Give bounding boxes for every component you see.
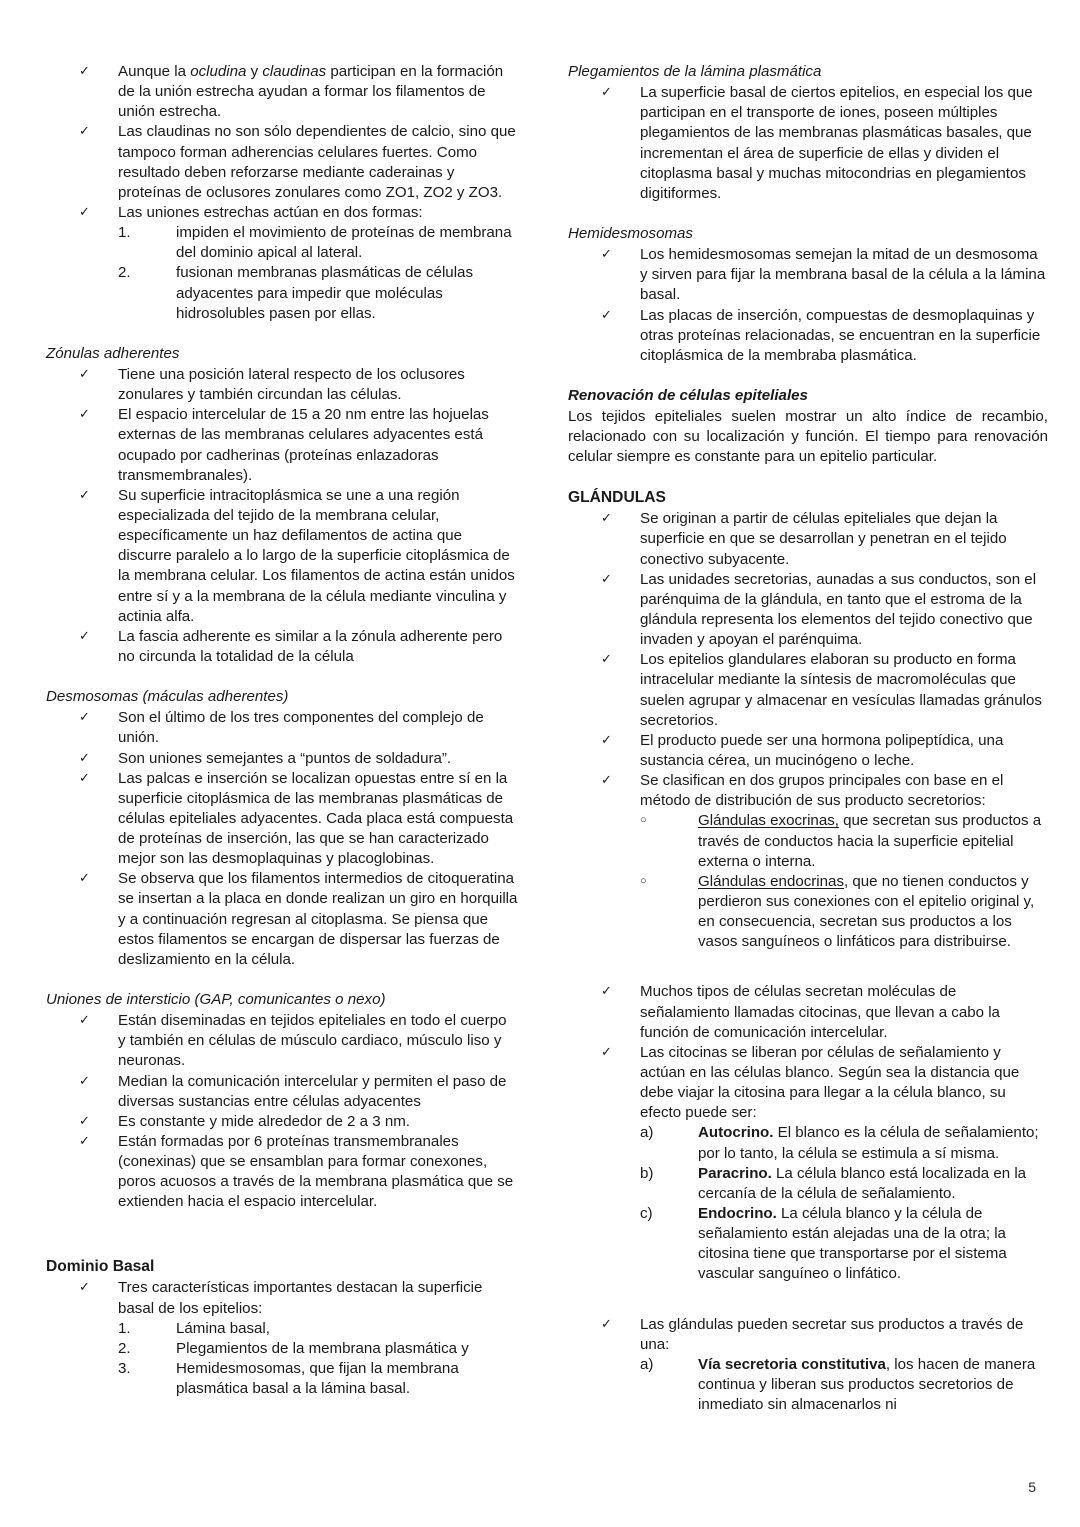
circle-item [640,811,1048,871]
list-item [46,62,518,122]
check-mark-icon: ✓ [79,1012,90,1028]
lettered-sublist [640,1355,1048,1415]
list-number: 1. [118,1319,131,1337]
section-heading-glandulas: GLÁNDULAS [568,488,666,506]
circle-item-rest: que secretan sus productos a través de conductos hacia la superficie epitelial externa o interna. [698,812,1042,870]
bullet-list [568,83,1048,204]
bullet-list [46,365,518,667]
numbered-item [118,263,518,323]
circle-item-text [698,873,1034,950]
lettered-item [640,1355,1048,1415]
list-item [46,486,518,627]
check-mark-icon: ✓ [79,63,90,78]
list-item-text: Se clasifican en dos grupos principales con base en el método de distribución de sus producto secretorios: [640,772,1004,810]
list-item-text: Son uniones semejantes a “puntos de soldadura”. [118,749,452,767]
lettered-item-text [698,1165,1026,1202]
list-item [46,627,518,667]
check-mark-icon: ✓ [79,627,90,643]
circle-item [640,872,1048,953]
list-item-text: Los hemidesmosomas semejan la mitad de un desmosoma y sirven para fijar la membrana basal de la célula a la lámina basal. [640,246,1046,304]
check-mark-icon: ✓ [601,84,612,100]
list-item-text: Muchos tipos de células secretan moléculas de señalamiento llamadas citocinas, que llevan a cabo la función de comunicación intercelular. [640,983,1000,1041]
list-item [568,982,1048,1042]
bullet-list [46,62,518,324]
list-item [46,708,518,748]
check-mark-icon: ✓ [601,510,612,526]
spacer [568,1285,1048,1315]
spacer [46,970,518,990]
list-number: 1. [118,224,131,242]
bullet-list [568,982,1048,1284]
list-number: 3. [118,1359,131,1377]
check-mark-icon: ✓ [79,709,90,725]
check-mark-icon: ✓ [79,749,90,765]
list-item-text: La superficie basal de ciertos epitelios, en especial los que participan en el transporte de iones, poseen múltiples plegamientos de las membranas plasmáticas basales, que incrementan el área de superficie de ellas y dividen el citoplasma basal y muchas mitocondrias en plegamientos digitiformes. [640,84,1033,202]
section-heading-desmosomas: Desmosomas (máculas adherentes) [46,688,289,706]
list-item-text: Tiene una posición lateral respecto de los oclusores zonulares y también circundan las células. [118,365,465,404]
lettered-item [640,1123,1048,1163]
check-mark-icon: ✓ [601,306,612,322]
list-item-text: Su superficie intracitoplásmica se une a una región especializada del tejido de la membrana celular, específicamente un haz defilamentos de actina que discurre paralelo a lo largo de la superficie citoplásmica de la membrana celular. Los filamentos de actina están unidos entre sí y a la membrana de la célula mediante vinculina y actinia alfa. [118,486,515,625]
circle-item-text [698,812,1041,869]
bullet-list [46,708,518,970]
numbered-item-text: Hemidesmosomas, que fijan la membrana plasmática basal a la lámina basal. [176,1359,459,1398]
section-heading-zonulas: Zónulas adherentes [46,344,180,362]
numbered-sublist [118,223,518,324]
list-item-text: Las claudinas no son sólo dependientes de calcio, sino que tampoco forman adherencias celulares fuertes. Como resultado deben reforzarse mediante caderainas y proteínas de oclusores zonulares como ZO1, ZO2 y ZO3. [118,123,516,201]
check-mark-icon: ✓ [79,123,90,139]
lettered-item-rest: , los hacen de manera continua y liberan sus productos secretorios de inmediato sin almacenarlos ni [698,1355,1036,1414]
lettered-item-rest: La célula blanco está localizada en la cercanía de la célula de señalamiento. [698,1164,1027,1202]
list-letter: a) [640,1124,654,1142]
list-letter: c) [640,1204,653,1222]
list-item-text: Es constante y mide alrededor de 2 a 3 nm. [118,1112,410,1130]
bullet-list [46,1278,518,1399]
lettered-item [640,1164,1048,1204]
list-item-text: Las citocinas se liberan por células de señalamiento y actúan en las células blanco. Según sea la distancia que debe viajar la citosina para llegar a la célula blanco, su efecto puede ser: [640,1043,1020,1122]
list-item [568,570,1048,651]
list-item [46,749,518,769]
list-item [568,509,1048,569]
spacer [46,324,518,344]
section-heading-renovacion: Renovación de células epiteliales [568,386,808,404]
list-item-text: Están diseminadas en tejidos epiteliales en todo el cuerpo y también en células de músculo cardiaco, músculo liso y neuronas. [118,1012,507,1070]
list-item-text: Se originan a partir de células epiteliales que dejan la superficie en que se desarrollan y penetran en el tejido conectivo subyacente. [640,510,1007,568]
lettered-item-text [698,1356,1035,1413]
list-item [46,203,518,324]
check-mark-icon: ✓ [79,1072,90,1088]
check-mark-icon: ✓ [601,983,612,999]
numbered-item-text: Plegamientos de la membrana plasmática y [176,1339,469,1357]
bullet-list [46,1011,518,1212]
lettered-item [640,1204,1048,1285]
section-heading-dominio-basal: Dominio Basal [46,1257,155,1275]
numbered-sublist [118,1319,518,1400]
list-item [46,1132,518,1213]
list-letter: a) [640,1355,654,1373]
list-item-text: Están formadas por 6 proteínas transmembranales (conexinas) que se ensamblan para formar conexones, poros acuosos a través de la membrana plasmática que se extienden hacia el espacio intercelular. [118,1133,514,1211]
circle-sublist [640,811,1048,952]
list-item-text: Tres características importantes destacan la superficie basal de los epitelios: [118,1279,483,1317]
list-item [568,771,1048,952]
bullet-list [568,1315,1048,1416]
page-number: 5 [1028,1479,1036,1495]
list-item [46,1072,518,1112]
check-mark-icon: ✓ [79,1279,90,1295]
right-column [568,62,1048,1415]
list-item-text: Son el último de los tres componentes del complejo de unión. [118,709,484,747]
section-heading-plegamientos: Plegamientos de la lámina plasmática [568,63,822,80]
open-circle-icon: ○ [640,814,647,827]
list-item-text: Las placas de inserción, compuestas de desmoplaquinas y otras proteínas relacionadas, se encuentran en la superficie citoplásmica de la membraba plasmática. [640,306,1041,364]
check-mark-icon: ✓ [79,365,90,381]
numbered-item-text: impiden el movimiento de proteínas de membrana del dominio apical al lateral. [176,224,512,262]
underlined-term: Glándulas exocrinas, [698,812,839,830]
spacer [568,468,1048,488]
list-item [568,731,1048,771]
check-mark-icon: ✓ [601,246,612,262]
spacer [46,1213,518,1257]
lettered-item-rest: El blanco es la célula de señalamiento; por lo tanto, la célula se estimula a sí misma. [698,1124,1039,1162]
list-item-text: Median la comunicación intercelular y permiten el paso de diversas sustancias entre células adyacentes [118,1072,507,1110]
list-item [568,306,1048,366]
list-item [46,365,518,405]
spacer [568,366,1048,386]
list-number: 2. [118,264,131,282]
list-item-text: Las glándulas pueden secretar sus productos a través de una: [640,1315,1024,1353]
renovacion-paragraph: Los tejidos epiteliales suelen mostrar un alto índice de recambio, relacionado con su localización y función. El tiempo para renovación celular siempre es constante para un epitelio particular. [568,408,1048,466]
spacer [568,952,1048,982]
list-item [568,1315,1048,1416]
list-item [46,769,518,870]
numbered-item [118,1339,518,1359]
bold-lead: Paracrino. [698,1164,772,1182]
check-mark-icon: ✓ [601,772,612,788]
list-letter: b) [640,1164,654,1182]
spacer [568,204,1048,224]
check-mark-icon: ✓ [601,731,612,747]
list-item [568,1043,1048,1285]
list-item-text: Las palcas e inserción se localizan opuestas entre sí en la superficie citoplásmica de las membranas plasmáticas de células epiteliales adyacentes. Cada placa está compuesta de proteínas de inserción, las que se han caracterizado mejor son las desmoplaquinas y placoglobinas. [118,769,514,868]
list-item-text: El espacio intercelular de 15 a 20 nm entre las hojuelas externas de las membranas celulares adyacentes está ocupado por cadherinas (proteínas enlazadoras transmembranales). [118,406,489,484]
bullet-list [568,245,1048,366]
lettered-sublist [640,1123,1048,1284]
list-item [568,245,1048,305]
underlined-term: Glándulas endocrinas [698,872,844,890]
section-heading-uniones-intersticio: Uniones de intersticio (GAP, comunicantes o nexo) [46,991,386,1009]
list-item-text: Las unidades secretorias, aunadas a sus conductos, son el parénquima de la glándula, en tanto que el estroma de la glándula representa los elementos del tejido conectivo que invaden y apoyan el parénquima. [640,570,1037,649]
list-item [46,1011,518,1071]
list-item [46,1278,518,1399]
bullet-list [568,509,1048,952]
check-mark-icon: ✓ [79,769,90,785]
check-mark-icon: ✓ [79,1112,90,1128]
numbered-item [118,223,518,263]
list-item [46,869,518,970]
list-number: 2. [118,1339,131,1357]
two-column-layout [46,62,1048,1432]
bold-lead: Autocrino. [698,1124,774,1142]
lettered-item-text [698,1205,1007,1282]
numbered-item-text: fusionan membranas plasmáticas de células adyacentes para impedir que moléculas hidrosolubles pasen por ellas. [176,264,473,322]
circle-item-rest: , que no tienen conductos y perdieron sus conexiones con el epitelio original y, en consecuencia, secretan sus productos a los vasos sanguíneos o linfáticos para distribuirse. [698,872,1035,951]
list-item-text: El producto puede ser una hormona polipeptídica, una sustancia cérea, un mucinógeno o leche. [640,731,1004,770]
check-mark-icon: ✓ [79,203,90,219]
list-item [46,1112,518,1132]
check-mark-icon: ✓ [79,406,90,422]
check-mark-icon: ✓ [79,486,90,502]
check-mark-icon: ✓ [601,1315,612,1331]
check-mark-icon: ✓ [601,570,612,586]
left-column [46,62,518,1399]
list-item-text: Las uniones estrechas actúan en dos formas: [118,203,423,221]
check-mark-icon: ✓ [79,1133,90,1149]
list-item [46,122,518,203]
list-item-text: Aunque la ocludina y claudinas participan en la formación de la unión estrecha ayudan a formar los filamentos de unión estrecha. [118,63,504,121]
bold-lead: Endocrino. [698,1204,777,1222]
numbered-item [118,1359,518,1399]
list-item-text: Los epitelios glandulares elaboran su producto en forma intracelular mediante la síntesis de macromoléculas que suelen agrupar y almacenar en vesículas llamadas gránulos secretorios. [640,651,1042,729]
list-item [46,405,518,486]
section-heading-hemidesmosomas: Hemidesmosomas [568,224,693,242]
check-mark-icon: ✓ [601,651,612,667]
numbered-item-text: Lámina basal, [176,1319,270,1337]
check-mark-icon: ✓ [601,1043,612,1059]
check-mark-icon: ✓ [79,870,90,886]
list-item [568,83,1048,204]
list-item-text: Se observa que los filamentos intermedios de citoqueratina se insertan a la placa en donde realizan un giro en horquilla y a continuación regresan al citoplasma. Se piensa que estos filamentos se encargan de dispersar las fuerzas de deslizamiento en la célula. [118,870,518,968]
bold-lead: Vía secretoria constitutiva [698,1355,886,1373]
lettered-item-rest: La célula blanco y la célula de señalamiento están alejadas una de la otra; la citosina tiene que transportarse por el sistema vascular sanguíneo o linfático. [698,1204,1007,1283]
lettered-item-text [698,1124,1039,1161]
open-circle-icon: ○ [640,874,647,887]
list-item [568,650,1048,731]
spacer [46,667,518,687]
numbered-item [118,1319,518,1339]
list-item-text: La fascia adherente es similar a la zónula adherente pero no circunda la totalidad de la célula [118,627,503,665]
